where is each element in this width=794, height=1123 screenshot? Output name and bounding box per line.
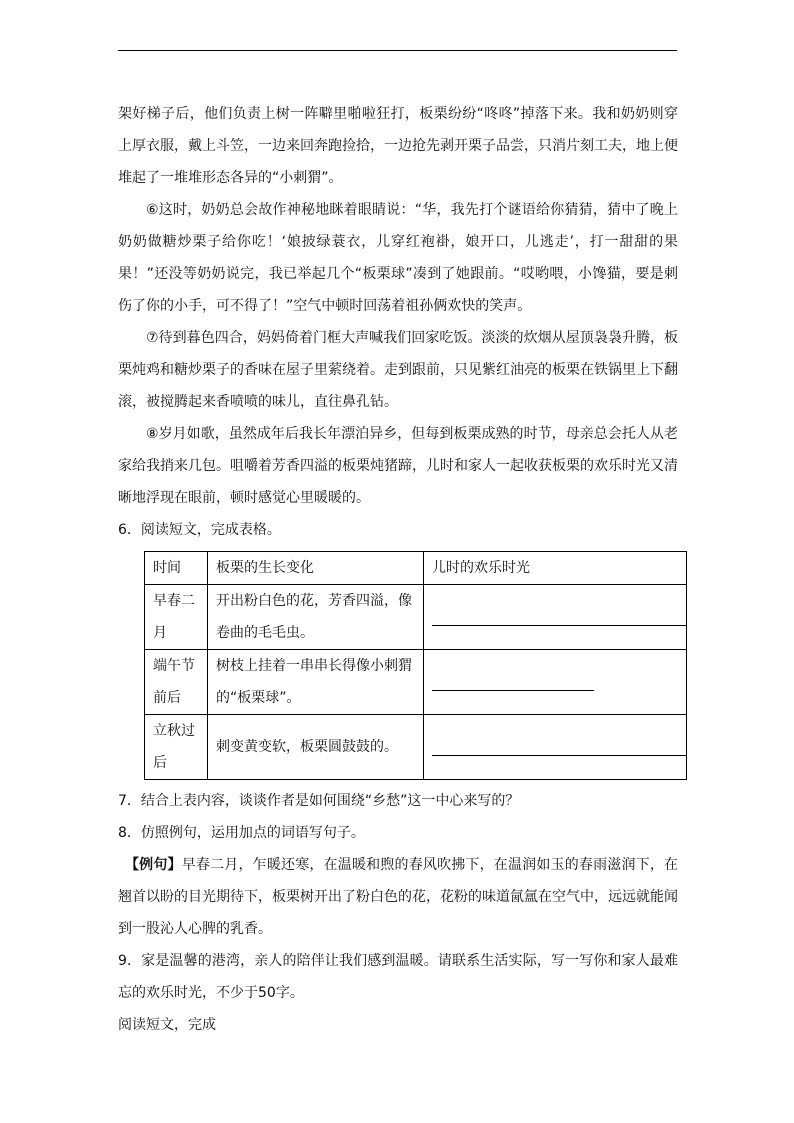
example-sentence <box>118 849 678 945</box>
table-row <box>145 585 687 650</box>
answer-table <box>144 551 687 780</box>
answer-blank-cell[interactable] <box>424 585 687 650</box>
table-cell-time: 立秋过后 <box>145 715 208 780</box>
header-rule <box>118 50 677 51</box>
example-tag: 【例句】 <box>125 857 182 873</box>
table-cell-time: 端午节前后 <box>145 650 208 715</box>
answer-underline <box>432 755 686 756</box>
table-header-joy: 儿时的欢乐时光 <box>424 552 687 585</box>
passage-paragraph-5: 架好梯子后，他们负责上树一阵噼里啪啦狂打，板栗纷纷“咚咚”掉落下来。我和奶奶则穿上厚衣服，戴上斗笠，一边来回奔跑捡拾，一边抢先剥开栗子品尝，只消片刻工夫，地上便堆起了一堆堆形态各异的“小刺猬”。 <box>118 106 678 186</box>
table-cell-change: 树枝上挂着一串串长得像小刺猬的“板栗球”。 <box>208 650 424 715</box>
question-6: 6．阅读短文，完成表格。 <box>118 522 281 538</box>
table-cell-change: 开出粉白色的花，芳香四溢，像卷曲的毛毛虫。 <box>208 585 424 650</box>
passage-paragraph-6: ⑥这时，奶奶总会故作神秘地眯着眼睛说：“华，我先打个谜语给你猜猜，猜中了晚上奶奶做糖炒栗子给你吃！‘娘披绿蓑衣，儿穿红袍褂，娘开口，儿逃走’，打一甜甜的果果！”还没等奶奶说完，我已举起几个“板栗球”凑到了她跟前。“哎哟喂，小馋猫，要是刺伤了你的小手，可不得了！”空气中顿时回荡着祖孙俩欢快的笑声。 <box>118 202 678 314</box>
table-cell-time: 早春二月 <box>145 585 208 650</box>
table-header-change: 板栗的生长变化 <box>208 552 424 585</box>
question-8: 8．仿照例句，运用加点的词语写句子。 <box>118 825 365 841</box>
answer-underline <box>432 690 594 691</box>
passage-paragraph-7: ⑦待到暮色四合，妈妈倚着门框大声喊我们回家吃饭。淡淡的炊烟从屋顶袅袅升腾，板栗炖鸡和糖炒栗子的香味在屋子里萦绕着。走到跟前，只见紫红油亮的板栗在铁锅里上下翻滚，被搅腾起来香喷喷的味儿，直往鼻孔钻。 <box>118 330 678 410</box>
question-7: 7．结合上表内容，谈谈作者是如何围绕“乡愁”这一中心来写的？ <box>118 793 520 809</box>
table-row <box>145 715 687 780</box>
table-header-row <box>145 552 687 585</box>
example-text: 早春二月，乍暖还寒，在温暖和煦的春风吹拂下，在温润如玉的春雨滋润下，在翘首以盼的目光期待下，板栗树开出了粉白色的花，花粉的味道氤氲在空气中，远远就能闻到一股沁人心脾的乳香。 <box>118 857 679 937</box>
trailing-text: 阅读短文，完成 <box>118 1017 216 1033</box>
table-header-time: 时间 <box>145 552 208 585</box>
passage-paragraph-8: ⑧岁月如歌，虽然成年后我长年漂泊异乡，但每到板栗成熟的时节，母亲总会托人从老家给我捎来几包。咀嚼着芳香四溢的板栗炖猪蹄，儿时和家人一起收获板栗的欢乐时光又清晰地浮现在眼前，顿时感觉心里暖暖的。 <box>118 426 678 506</box>
answer-blank-cell[interactable] <box>424 650 687 715</box>
document-body <box>118 98 678 1041</box>
table-row <box>145 650 687 715</box>
answer-underline <box>432 625 686 626</box>
question-9: 9．家是温馨的港湾，亲人的陪伴让我们感到温暖。请联系生活实际，写一写你和家人最难忘的欢乐时光，不少于50字。 <box>118 953 678 1001</box>
table-cell-change: 刺变黄变软，板栗圆鼓鼓的。 <box>208 715 424 780</box>
answer-blank-cell[interactable] <box>424 715 687 780</box>
